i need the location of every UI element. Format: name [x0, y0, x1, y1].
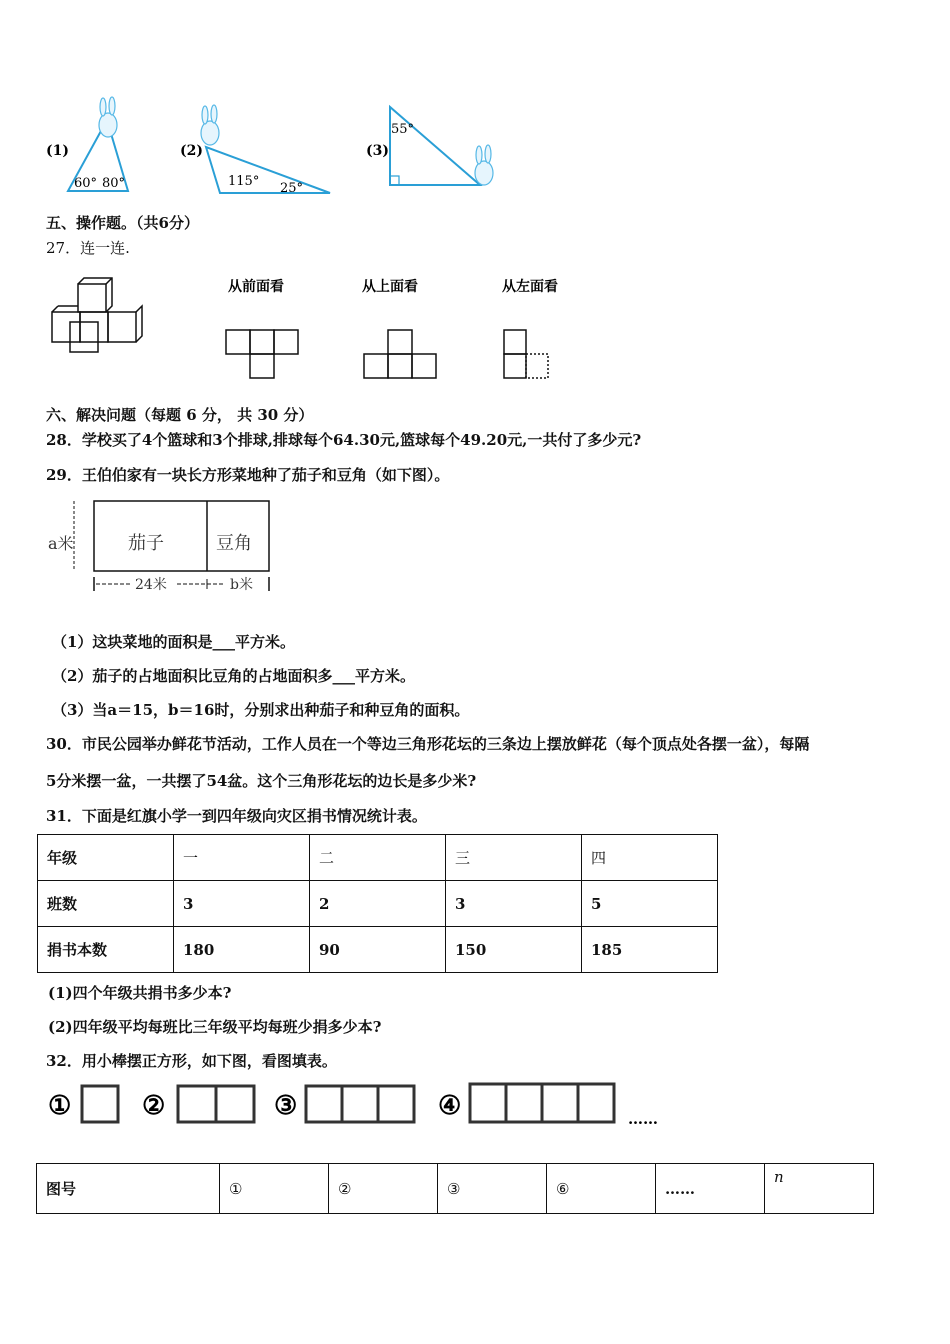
table-cell: 捐书本数 — [38, 927, 174, 973]
height-label: a米 — [48, 534, 74, 553]
eggplant-field-label: 茄子 — [128, 533, 164, 554]
q32-stick-figures — [40, 1076, 680, 1134]
three-square-figure — [306, 1086, 414, 1122]
table-cell: ③ — [438, 1164, 547, 1214]
triangle-figures — [0, 95, 520, 200]
table-row — [38, 835, 718, 881]
fig2-angle-a: 115° — [228, 174, 260, 189]
table-row — [38, 881, 718, 927]
q31-sub1: (1)四个年级共捐书多少本? — [48, 984, 232, 1002]
table-cell: 图号 — [37, 1164, 220, 1214]
table-cell: 180 — [174, 927, 310, 973]
triangle-3 — [390, 107, 480, 185]
q32-text: 32．用小棒摆正方形，如下图，看图填表。 — [46, 1052, 337, 1070]
q29-diagram-svg — [40, 495, 290, 595]
fig3-angle-a: 55° — [391, 122, 415, 137]
table-cell: ② — [329, 1164, 438, 1214]
triangle-figures-svg — [0, 95, 520, 200]
rabbit-icon — [99, 97, 117, 137]
q29-sub2: （2）茄子的占地面积比豆角的占地面积多___平方米。 — [52, 667, 415, 685]
four-square-figure — [470, 1084, 614, 1122]
table-cell: 班数 — [38, 881, 174, 927]
fig3-label: (3) — [366, 143, 389, 159]
length-a-label: 24米 — [135, 577, 167, 593]
table-cell: 3 — [446, 881, 582, 927]
fig1-label: (1) — [46, 143, 69, 159]
table-cell: 185 — [582, 927, 718, 973]
table-cell: 三 — [446, 835, 582, 881]
q31-sub2: (2)四年级平均每班比三年级平均每班少捐多少本? — [48, 1018, 382, 1036]
table-row — [37, 1164, 874, 1214]
table-cell: ⑥ — [547, 1164, 656, 1214]
table-cell: 2 — [310, 881, 446, 927]
q27-text: 27．连一连. — [46, 239, 130, 257]
figure-label-2: ② — [142, 1091, 166, 1121]
q32-stick-figures-svg — [40, 1076, 680, 1134]
figures-ellipsis: …… — [628, 1110, 658, 1128]
left-view-figure — [504, 330, 548, 378]
view-label-left: 从左面看 — [502, 279, 558, 295]
fig2-angle-b: 25° — [280, 181, 304, 196]
length-b-label: b米 — [230, 577, 253, 593]
figure-label-3: ③ — [274, 1091, 298, 1121]
table-cell: 150 — [446, 927, 582, 973]
q27-diagram-svg — [40, 270, 600, 385]
section6-title: 六、解决问题（每题 6 分， 共 30 分） — [46, 406, 314, 424]
section5-title: 五、操作题。（共6分） — [46, 214, 199, 232]
q30-line1: 30．市民公园举办鲜花节活动，工作人员在一个等边三角形花坛的三条边上摆放鲜花（每个顶点处各摆一盆），每隔 — [46, 735, 810, 753]
table-cell: 二 — [310, 835, 446, 881]
table-cell: 四 — [582, 835, 718, 881]
q30-line2: 5分米摆一盆，一共摆了54盆。这个三角形花坛的边长是多少米? — [46, 772, 477, 790]
front-view-figure — [226, 330, 298, 378]
one-square-figure — [82, 1086, 118, 1122]
triangle-2 — [206, 147, 330, 193]
q27-diagram — [40, 270, 600, 385]
table-cell: 一 — [174, 835, 310, 881]
table-cell: …… — [656, 1164, 765, 1214]
table-cell: 90 — [310, 927, 446, 973]
fig1-angle-b: 80° — [102, 176, 126, 191]
fig2-label: (2) — [180, 143, 203, 159]
cube-stack-figure — [52, 278, 142, 352]
top-view-figure — [364, 330, 436, 378]
table-cell: ① — [220, 1164, 329, 1214]
q31-text: 31．下面是红旗小学一到四年级向灾区捐书情况统计表。 — [46, 807, 427, 825]
rabbit-icon — [201, 105, 219, 145]
table-cell: n — [765, 1164, 874, 1214]
q29-sub1: （1）这块菜地的面积是___平方米。 — [52, 633, 295, 651]
table-cell: 年级 — [38, 835, 174, 881]
q29-sub3: （3）当a＝15，b＝16时，分别求出种茄子和种豆角的面积。 — [52, 701, 470, 719]
donation-table — [37, 834, 718, 973]
q29-diagram — [40, 495, 290, 595]
two-square-figure — [178, 1086, 254, 1122]
figure-number-table — [36, 1163, 874, 1214]
table-cell: 3 — [174, 881, 310, 927]
rabbit-icon — [475, 145, 493, 185]
bean-field-label: 豆角 — [216, 533, 252, 554]
fig1-angle-a: 60° — [74, 176, 98, 191]
q29-text: 29．王伯伯家有一块长方形菜地种了茄子和豆角（如下图）。 — [46, 466, 450, 484]
figure-label-1: ① — [48, 1091, 72, 1121]
view-label-top: 从上面看 — [362, 279, 418, 295]
view-label-front: 从前面看 — [228, 279, 284, 295]
table-cell: 5 — [582, 881, 718, 927]
table-row — [38, 927, 718, 973]
q28-text: 28．学校买了4个篮球和3个排球,排球每个64.30元,篮球每个49.20元,一共付了多少元? — [46, 431, 642, 449]
figure-label-4: ④ — [438, 1091, 462, 1121]
